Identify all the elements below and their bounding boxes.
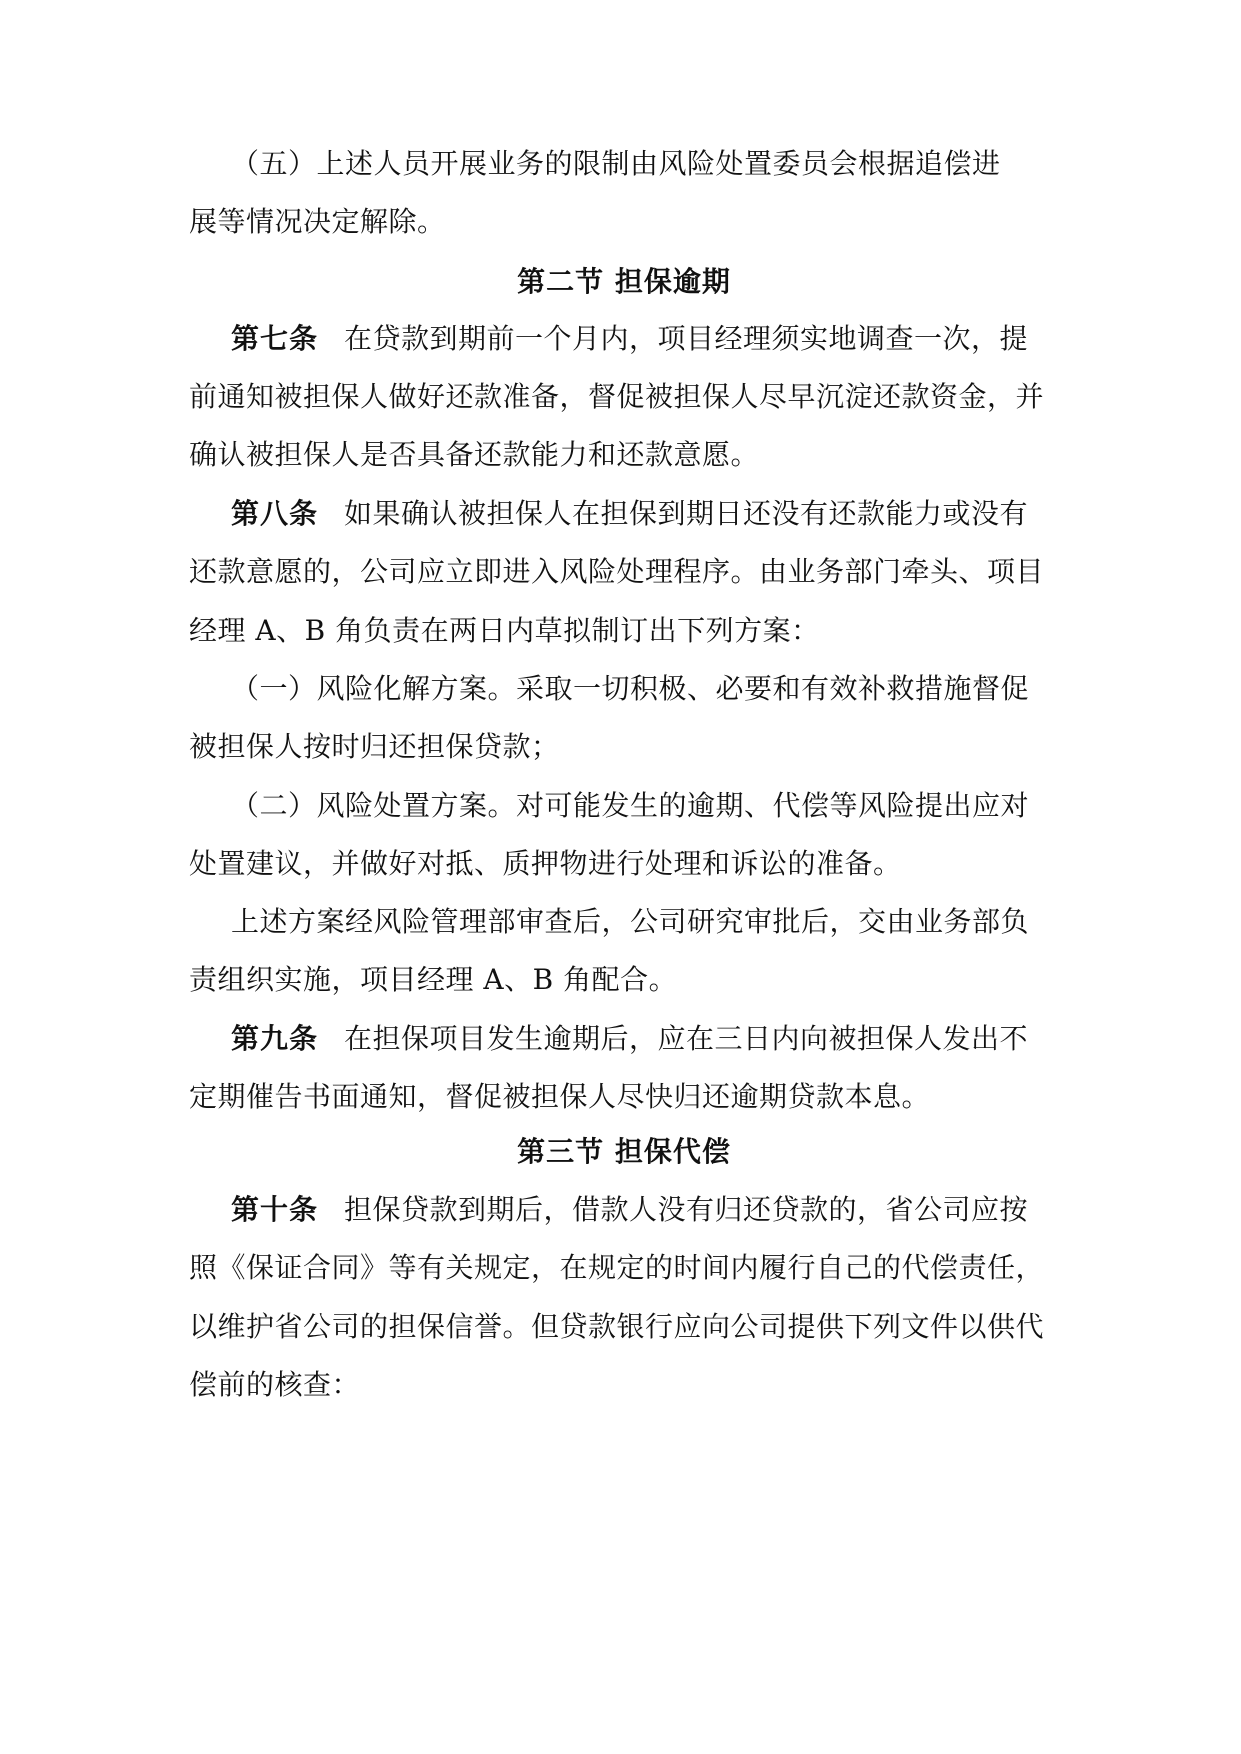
article-9: [189, 1008, 1059, 1070]
article-8-line2: [189, 541, 1059, 603]
text-line: （二）风险处置方案。对可能发生的逾期、代偿等风险提出应对: [231, 789, 1030, 822]
article-7-line3: [189, 424, 1059, 486]
text-line: 还款意愿的，公司应立即进入风险处理程序。由业务部门牵头、项目: [189, 555, 1045, 588]
text-line: 在贷款到期前一个月内，项目经理须实地调查一次，提: [344, 322, 1029, 355]
text-line: 前通知被担保人做好还款准备，督促被担保人尽早沉淀还款资金，并: [189, 380, 1045, 413]
text-line: 以维护省公司的担保信誉。但贷款银行应向公司提供下列文件以供代: [189, 1310, 1045, 1343]
paragraph-item-5: [189, 133, 1059, 195]
text-line: 照《保证合同》等有关规定，在规定的时间内履行自己的代偿责任，: [189, 1251, 1045, 1284]
item-2: [189, 775, 1059, 837]
text-line: 被担保人按时归还担保贷款；: [189, 730, 560, 763]
text-line: 担保贷款到期后，借款人没有归还贷款的，省公司应按: [344, 1193, 1029, 1226]
article-10-line3: [189, 1296, 1059, 1358]
text-line: 定期催告书面通知，督促被担保人尽快归还逾期贷款本息。: [189, 1080, 931, 1113]
article-8: [189, 483, 1059, 545]
article-7-line2: [189, 366, 1059, 428]
text-line: 上述方案经风险管理部审查后，公司研究审批后，交由业务部负: [231, 905, 1030, 938]
text-line: 经理 A、B 角负责在两日内草拟制订出下列方案：: [189, 614, 820, 647]
article-8-line3: [189, 600, 1059, 662]
text-line: 如果确认被担保人在担保到期日还没有还款能力或没有: [344, 497, 1029, 530]
approval-paragraph: [189, 891, 1059, 953]
section-title-2: 第二节 担保逾期: [517, 265, 731, 298]
section-title-3: 第三节 担保代偿: [517, 1135, 731, 1168]
article-7: [189, 308, 1059, 370]
item-1: [189, 658, 1059, 720]
article-label: 第九条: [231, 1022, 319, 1055]
article-label: 第七条: [231, 322, 319, 355]
text-line: （一）风险化解方案。采取一切积极、必要和有效补救措施督促: [231, 672, 1030, 705]
text-line: 展等情况决定解除。: [189, 205, 446, 238]
item-2-line2: [189, 833, 1059, 895]
article-label: 第十条: [231, 1193, 319, 1226]
article-label: 第八条: [231, 497, 319, 530]
article-9-line2: [189, 1066, 1059, 1128]
approval-line2: [189, 949, 1059, 1011]
article-10: [189, 1179, 1059, 1241]
article-10-line2: [189, 1237, 1059, 1299]
text-line: 偿前的核查：: [189, 1368, 361, 1401]
text-line: 处置建议，并做好对抵、质押物进行处理和诉讼的准备。: [189, 847, 902, 880]
article-10-line4: [189, 1354, 1059, 1416]
text-line: 确认被担保人是否具备还款能力和还款意愿。: [189, 438, 760, 471]
text-line: （五）上述人员开展业务的限制由风险处置委员会根据追偿进: [231, 147, 1001, 180]
item-1-line2: [189, 716, 1059, 778]
text-line: 在担保项目发生逾期后，应在三日内向被担保人发出不: [344, 1022, 1029, 1055]
text-line: 责组织实施，项目经理 A、B 角配合。: [189, 963, 678, 996]
paragraph-item-5-cont: [189, 191, 1059, 253]
